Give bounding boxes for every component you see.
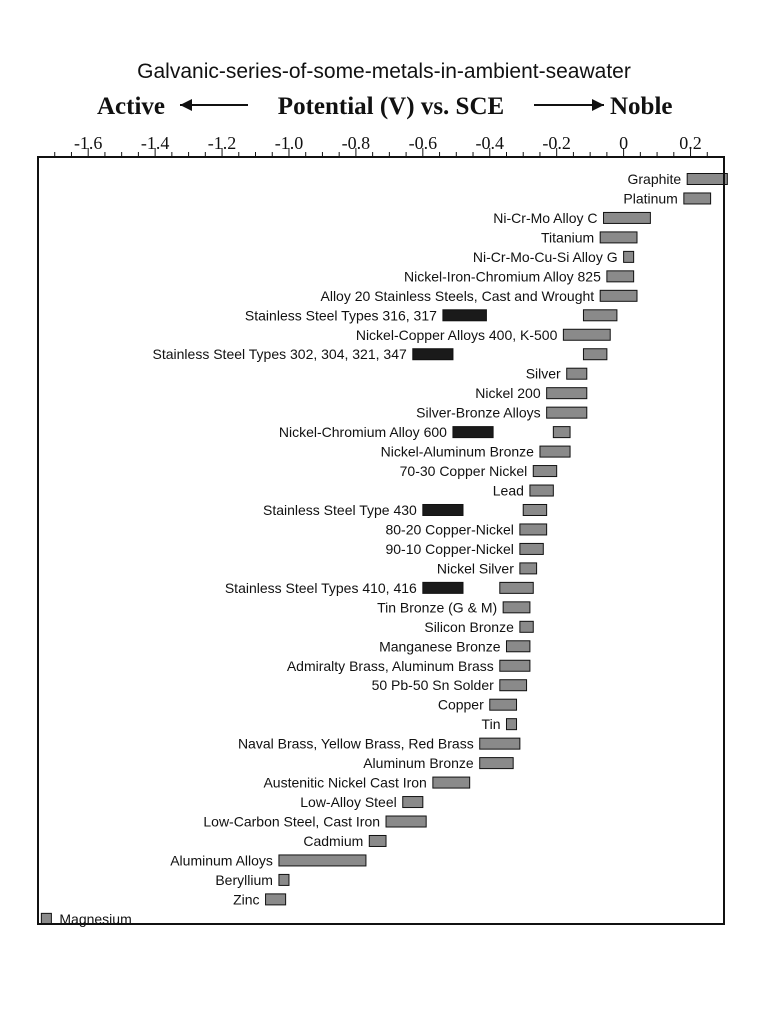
- bar-label: Admiralty Brass, Aluminum Brass: [286, 657, 494, 674]
- x-tick-label: -1.0: [274, 133, 304, 153]
- bar-range: [533, 466, 556, 477]
- bar-label: Ni-Cr-Mo Alloy C: [493, 209, 598, 226]
- bar-range: [583, 349, 606, 360]
- bar-range: [684, 193, 711, 204]
- bar-label: Low-Alloy Steel: [300, 794, 397, 811]
- bar-active-range: [413, 349, 453, 360]
- x-tick-label: -0.8: [341, 133, 371, 153]
- potential-subtitle: [97, 93, 673, 120]
- x-tick-label: 0.2: [679, 133, 702, 153]
- bar-label: Tin Bronze (G & M): [377, 599, 498, 616]
- bar-label: Nickel Silver: [436, 560, 514, 577]
- bar-label: Ni-Cr-Mo-Cu-Si Alloy G: [472, 248, 618, 265]
- bar-range: [523, 504, 546, 515]
- bar-label: Stainless Steel Types 410, 416: [224, 579, 417, 596]
- bar-range: [563, 329, 610, 340]
- bar-range: [500, 680, 527, 691]
- bar-range: [520, 543, 543, 554]
- subtitle-active: Active: [97, 93, 166, 120]
- bar-label: 90-10 Copper-Nickel: [385, 540, 514, 557]
- bar-label: Naval Brass, Yellow Brass, Red Brass: [237, 735, 474, 752]
- bar-range: [500, 582, 533, 593]
- bar-range: [506, 719, 516, 730]
- bar-label: Stainless Steel Type 430: [262, 501, 417, 518]
- noble-arrow-head-icon: [592, 99, 604, 111]
- bar-range: [530, 485, 553, 496]
- bar-range: [386, 816, 426, 827]
- bar-range: [279, 855, 366, 866]
- subtitle-axis: Potential (V) vs. SCE: [277, 93, 505, 120]
- bar-label: Graphite: [627, 171, 682, 187]
- bar-active-range: [423, 504, 463, 515]
- bar-range: [403, 797, 423, 808]
- bar-label: Copper: [437, 696, 484, 713]
- bar-label: Cadmium: [303, 832, 364, 849]
- bars-group: [41, 171, 727, 927]
- bar-label: Titanium: [541, 229, 595, 246]
- bar-label: Stainless Steel Types 302, 304, 321, 347: [152, 346, 407, 363]
- x-tick-label: -0.4: [475, 133, 505, 153]
- bar-label: Nickel 200: [475, 385, 541, 402]
- bar-range: [600, 232, 637, 243]
- bar-label: Stainless Steel Types 316, 317: [244, 307, 437, 324]
- x-tick-label: 0: [619, 133, 629, 153]
- bar-range: [547, 388, 587, 399]
- bar-range: [604, 212, 651, 223]
- bar-range: [433, 777, 470, 788]
- bar-active-range: [453, 427, 493, 438]
- x-tick-label: -0.6: [408, 133, 438, 153]
- bar-label: Austenitic Nickel Cast Iron: [263, 774, 427, 791]
- bar-label: Aluminum Bronze: [363, 755, 474, 772]
- bar-label: Platinum: [623, 190, 678, 207]
- bar-range: [500, 660, 530, 671]
- bar-label: Silicon Bronze: [424, 618, 514, 635]
- bar-label: Nickel-Copper Alloys 400, K-500: [355, 326, 558, 343]
- bar-label: Alloy 20 Stainless Steels, Cast and Wrought: [320, 287, 595, 304]
- bar-label: Aluminum Alloys: [170, 852, 273, 869]
- bar-label: Nickel-Iron-Chromium Alloy 825: [404, 268, 601, 285]
- bar-range: [520, 524, 547, 535]
- bar-label: 70-30 Copper Nickel: [399, 463, 528, 480]
- bar-range: [369, 835, 386, 846]
- bar-range: [490, 699, 517, 710]
- bar-label: Nickel-Aluminum Bronze: [380, 443, 534, 460]
- bar-label: Manganese Bronze: [379, 638, 501, 655]
- bar-label: Nickel-Chromium Alloy 600: [278, 424, 447, 441]
- bar-label: Beryllium: [215, 871, 273, 888]
- bar-range: [687, 174, 727, 185]
- bar-range: [506, 641, 529, 652]
- bar-label: Lead: [492, 482, 524, 499]
- bar-label: 50 Pb-50 Sn Solder: [371, 677, 494, 694]
- bar-label: Silver-Bronze Alloys: [416, 404, 541, 421]
- bar-label: Tin: [481, 716, 501, 733]
- bar-range: [583, 310, 616, 321]
- bar-range: [553, 427, 570, 438]
- bar-range: [520, 621, 533, 632]
- bar-label: 80-20 Copper-Nickel: [385, 521, 514, 538]
- x-tick-label: -1.4: [140, 133, 170, 153]
- bar-label: Magnesium: [59, 910, 132, 927]
- active-arrow-head-icon: [180, 99, 192, 111]
- bar-label: Low-Carbon Steel, Cast Iron: [203, 813, 381, 830]
- bar-range: [520, 563, 537, 574]
- bar-range: [624, 251, 634, 262]
- x-tick-label: -1.6: [73, 133, 103, 153]
- bar-range: [600, 290, 637, 301]
- bar-range: [547, 407, 587, 418]
- bar-active-range: [423, 582, 463, 593]
- x-tick-label: -0.2: [542, 133, 571, 153]
- bar-range: [266, 894, 286, 905]
- subtitle-noble: Noble: [610, 93, 673, 120]
- bar-range: [41, 913, 51, 924]
- bar-range: [480, 758, 513, 769]
- bar-label: Silver: [525, 365, 561, 382]
- bar-range: [480, 738, 520, 749]
- bar-label: Zinc: [233, 891, 260, 908]
- bar-range: [279, 874, 289, 885]
- bar-range: [607, 271, 634, 282]
- bar-range: [503, 602, 530, 613]
- chart-title: Galvanic-series-of-some-metals-in-ambient-seawater: [137, 60, 631, 83]
- x-axis: [55, 133, 708, 157]
- x-tick-label: -1.2: [207, 133, 237, 153]
- bar-active-range: [443, 310, 487, 321]
- bar-range: [540, 446, 570, 457]
- bar-range: [567, 368, 587, 379]
